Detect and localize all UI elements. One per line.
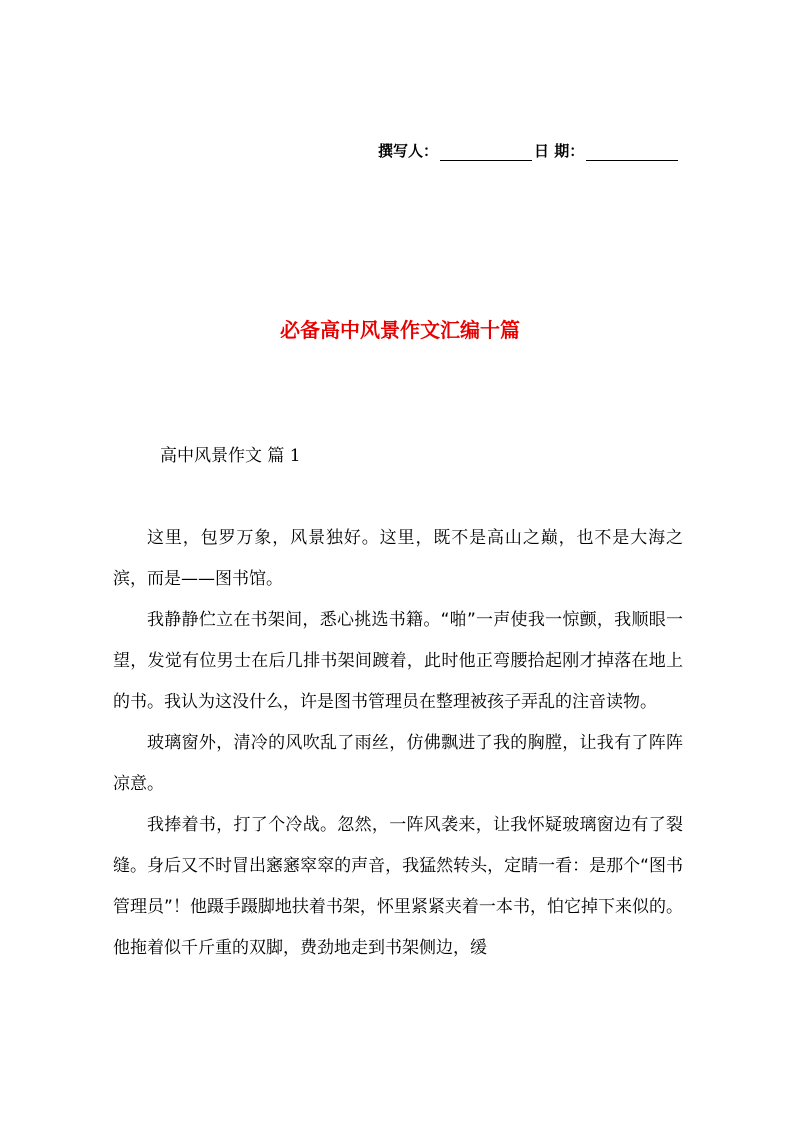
section-number: 篇 1: [267, 446, 301, 466]
date-blank: [586, 146, 678, 161]
date-label: 日 期：: [534, 142, 585, 160]
author-blank: [440, 146, 532, 161]
document-title: 必备高中风景作文汇编十篇: [280, 318, 520, 342]
section-heading: [160, 441, 301, 466]
author-date-line: [378, 140, 680, 161]
paragraph: 玻璃窗外，清冷的风吹乱了雨丝，仿佛飘进了我的胸膛，让我有了阵阵凉意。: [113, 733, 683, 794]
paragraph: 我捧着书，打了个冷战。忽然，一阵风袭来，让我怀疑玻璃窗边有了裂缝。身后又不时冒出窸窸窣窣的声音，我猛然转头，定睛一看：是那个“图书管理员”！他蹑手蹑脚地扶着书架，怀里紧紧夹着一本书，怕它掉下来似的。他拖着似千斤重的双脚，费劲地走到书架侧边，缓: [113, 815, 683, 958]
author-label: 撰写人：: [378, 142, 439, 160]
paragraph: 这里，包罗万象，风景独好。这里，既不是高山之巅，也不是大海之滨，而是——图书馆。: [113, 528, 683, 589]
section-heading-text: 高中风景作文: [160, 446, 262, 466]
body-text: [113, 518, 683, 969]
paragraph: 我静静伫立在书架间，悉心挑选书籍。“啪”一声使我一惊颤，我顺眼一望，发觉有位男士在后几排书架间踱着，此时他正弯腰拾起刚才掉落在地上的书。我认为这没什么，许是图书管理员在整理被孩子弄乱的注音读物。: [113, 610, 683, 712]
